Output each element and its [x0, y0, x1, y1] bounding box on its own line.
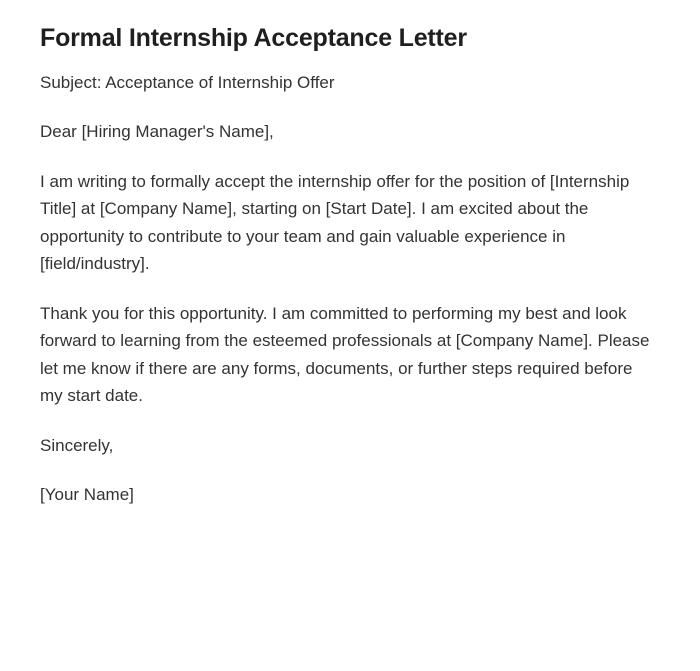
page-title: Formal Internship Acceptance Letter — [40, 24, 467, 52]
subject-line: Subject: Acceptance of Internship Offer — [40, 72, 335, 92]
body-paragraph-1: I am writing to formally accept the internship offer for the position of [Internship Title] at [Company Name], starting on [Start Date]. I am excited about the opportunity to contribute to your team and gain valuable experience in [field/industry]. — [40, 171, 630, 274]
signature-name: [Your Name] — [40, 485, 134, 505]
body-paragraph-2: Thank you for this opportunity. I am committed to performing my best and look forward to learning from the esteemed professionals at [Company Name]. Please let me know if there are any forms, documents, or further steps required before my start date. — [40, 303, 650, 406]
salutation: Dear [Hiring Manager's Name], — [40, 122, 274, 142]
closing: Sincerely, — [40, 435, 114, 455]
